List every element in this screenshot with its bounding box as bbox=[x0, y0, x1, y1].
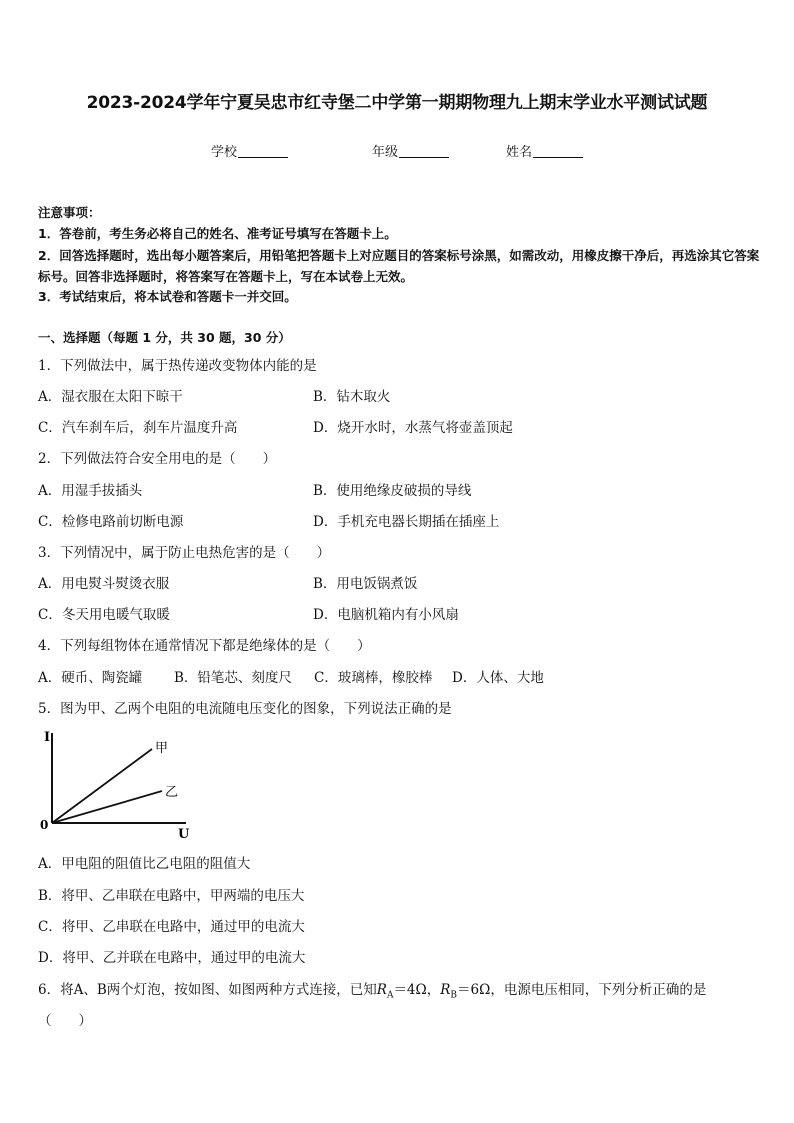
graph-line-jia-label: 甲 bbox=[155, 741, 169, 756]
q6-answer-parens: （ ） bbox=[38, 1013, 92, 1029]
q5-option-c: C．将甲、乙串联在电路中，通过甲的电流大 bbox=[38, 919, 305, 935]
school-label: 学校 bbox=[211, 145, 238, 160]
notice-heading: 注意事项： bbox=[38, 205, 101, 220]
name-field bbox=[506, 141, 583, 160]
q3-option-b: B．用电饭锅煮饭 bbox=[313, 576, 418, 592]
question-4-stem: 4．下列每组物体在通常情况下都是绝缘体的是（ ） bbox=[38, 638, 371, 654]
q1-option-a: A．湿衣服在太阳下晾干 bbox=[38, 389, 183, 405]
q3-option-a: A．用电熨斗熨烫衣服 bbox=[38, 576, 170, 592]
q6-rb-subscript: B bbox=[450, 990, 458, 1001]
q3-option-c: C．冬天用电暖气取暖 bbox=[38, 607, 170, 623]
question-2-stem: 2．下列做法符合安全用电的是（ ） bbox=[38, 451, 277, 467]
notice-item-1: 1．答卷前，考生务必将自己的姓名、准考证号填写在答题卡上。 bbox=[38, 226, 397, 241]
q2-option-c: C．检修电路前切断电源 bbox=[38, 514, 184, 530]
notice-item-2: 2．回答选择题时，选出每小题答案后，用铅笔把答题卡上对应题目的答案标号涂黑，如需改动，用橡皮擦干净后，再选涂其它答案标号。回答非选择题时，将答案写在答题卡上，写在本试卷上无效。 bbox=[38, 248, 760, 284]
q2-option-b: B．使用绝缘皮破损的导线 bbox=[313, 483, 472, 499]
section-heading: 一、选择题（每题 1 分，共 30 题，30 分） bbox=[38, 330, 291, 345]
q5-option-b: B．将甲、乙串联在电路中，甲两端的电压大 bbox=[38, 888, 305, 904]
q6-ra-symbol: R bbox=[376, 982, 387, 998]
question-5-stem: 5．图为甲、乙两个电阻的电流随电压变化的图象，下列说法正确的是 bbox=[38, 701, 452, 717]
graph-x-label: U bbox=[178, 827, 190, 839]
graph-line-jia bbox=[52, 749, 152, 823]
school-field bbox=[211, 141, 288, 160]
q5-option-a: A．甲电阻的阻值比乙电阻的阻值大 bbox=[38, 856, 251, 872]
q2-option-d: D．手机充电器长期插在插座上 bbox=[313, 514, 500, 530]
q1-option-c: C．汽车刹车后，刹车片温度升高 bbox=[38, 420, 238, 436]
q6-ra-value: ＝4Ω， bbox=[393, 982, 441, 998]
q6-ra-subscript: A bbox=[386, 990, 394, 1001]
q4-option-b: B．铅笔芯、刻度尺 bbox=[174, 670, 292, 686]
iu-graph bbox=[40, 727, 200, 839]
grade-field bbox=[372, 141, 449, 160]
name-blank[interactable] bbox=[533, 145, 583, 158]
grade-blank[interactable] bbox=[399, 145, 449, 158]
q2-option-a: A．用湿手拔插头 bbox=[38, 483, 143, 499]
q4-option-a: A．硬币、陶瓷罐 bbox=[38, 670, 143, 686]
graph-line-yi-label: 乙 bbox=[165, 785, 179, 800]
grade-label: 年级 bbox=[372, 145, 399, 160]
q4-option-c: C．玻璃棒，橡胶棒 bbox=[314, 670, 433, 686]
q1-option-d: D．烧开水时，水蒸气将壶盖顶起 bbox=[313, 420, 513, 436]
graph-origin-label: 0 bbox=[40, 818, 49, 832]
graph-y-label: I bbox=[44, 730, 51, 745]
q3-option-d: D．电脑机箱内有小风扇 bbox=[313, 607, 459, 623]
q1-option-b: B．钻木取火 bbox=[313, 389, 391, 405]
graph-line-yi bbox=[52, 791, 162, 823]
question-1-stem: 1．下列做法中，属于热传递改变物体内能的是 bbox=[38, 358, 317, 374]
q6-rb-symbol: R bbox=[440, 982, 451, 998]
q5-option-d: D．将甲、乙并联在电路中，通过甲的电流大 bbox=[38, 950, 306, 966]
question-3-stem: 3．下列情况中，属于防止电热危害的是（ ） bbox=[38, 545, 331, 561]
q4-option-d: D．人体、大地 bbox=[452, 670, 544, 686]
page-title: 2023-2024学年宁夏吴忠市红寺堡二中学第一期期物理九上期末学业水平测试试题 bbox=[86, 93, 708, 113]
q6-stem-part-b: 电源电压相同，下列分析正确的是 bbox=[503, 982, 707, 998]
q6-rb-value: ＝6Ω， bbox=[457, 982, 504, 998]
q6-stem-part-a: 6．将A、B两个灯泡，按如图、如图两种方式连接，已知 bbox=[38, 982, 377, 998]
question-6-stem bbox=[38, 978, 706, 1001]
school-blank[interactable] bbox=[238, 145, 288, 158]
notice-item-3: 3．考试结束后，将本试卷和答题卡一并交回。 bbox=[38, 289, 297, 304]
name-label: 姓名 bbox=[506, 145, 533, 160]
